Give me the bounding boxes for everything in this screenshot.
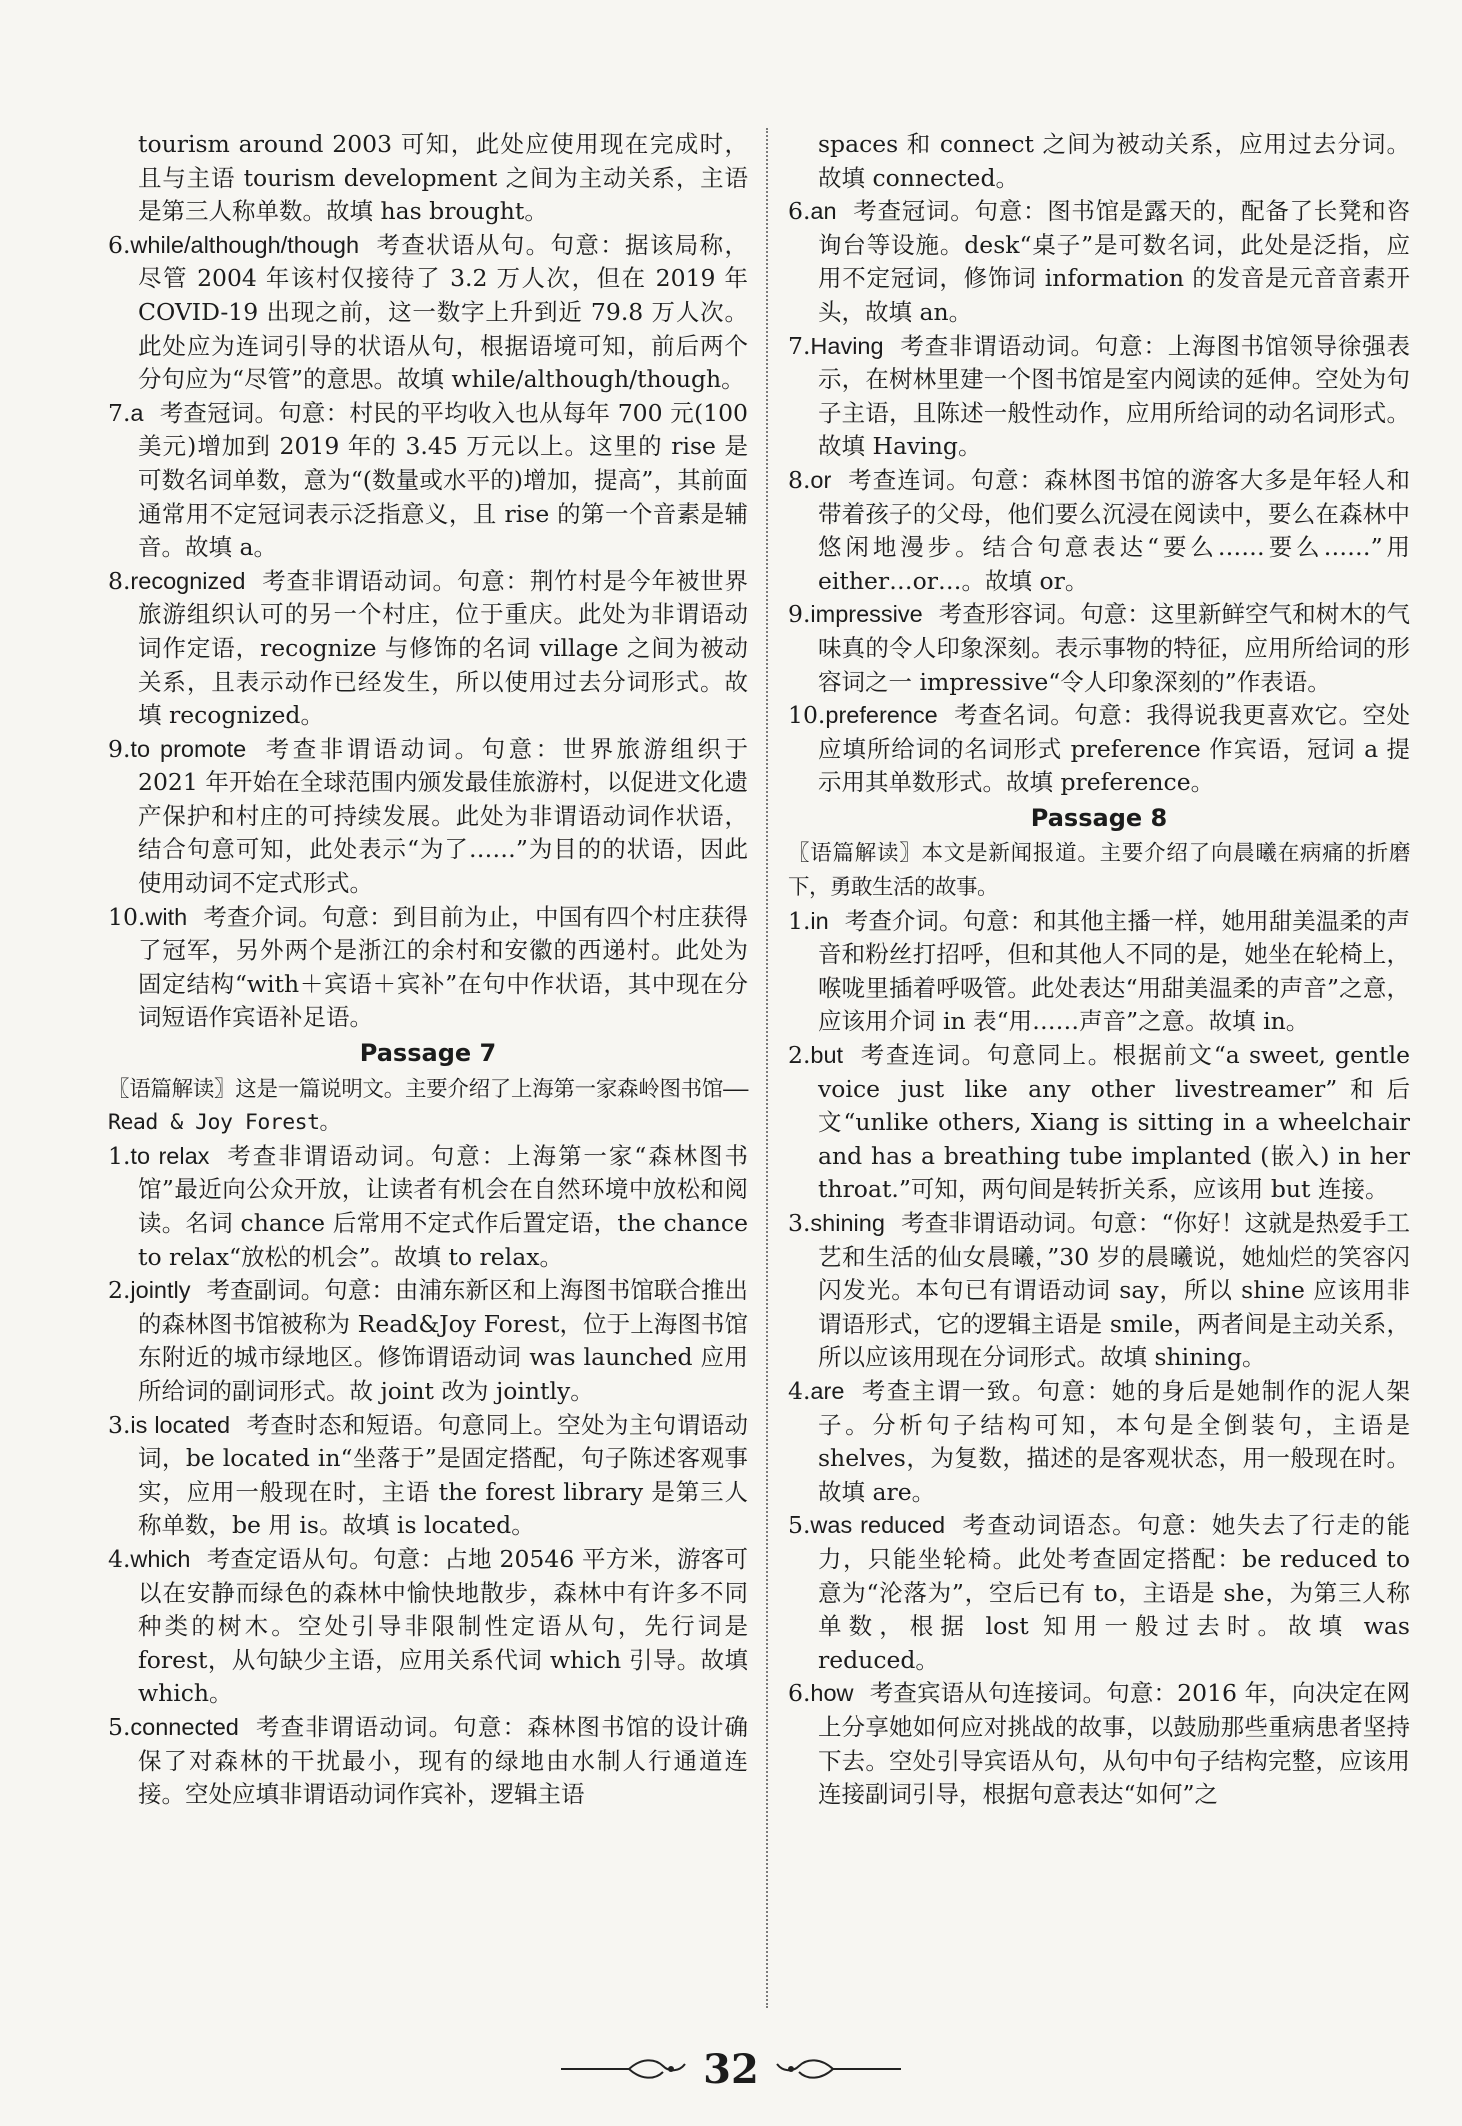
item-answer: impressive [810,601,923,628]
item-explanation: 考查连词。句意：森林图书馆的游客大多是年轻人和带着孩子的父母，他们要么沉浸在阅读中，要么在森林中悠闲地漫步。结合句意表达“要么……要么……”用 either…or…。故填 or。 [818,465,1410,595]
item-explanation: 考查非谓语动词。句意：世界旅游组织于 2021 年开始在全球范围内颁发最佳旅游村，以促进文化遗产保护和村庄的可持续发展。此处为非谓语动词作状语，结合句意可知，此处表示“为了……”为目的的状语，因此使用动词不定式形式。 [138,734,748,898]
item-answer: to promote [130,735,247,762]
item-explanation: 考查副词。句意：由浦东新区和上海图书馆联合推出的森林图书馆被称为 Read&Joy Forest，位于上海图书馆东附近的城市绿地区。修饰谓语动词 was launched 应用所给词的副词形式。故 joint 改为 jointly。 [138,1276,748,1405]
item-answer: but [810,1042,844,1069]
item-answer: are [810,1377,845,1404]
item-answer: preference [825,702,938,729]
right-column [788,128,1410,1812]
item-explanation: 考查冠词。句意：村民的平均收入也从每年 700 元(100 美元)增加到 2019 年的 3.45 万元以上。这里的 rise 是可数名词单数，意为“(数量或水平的)增加，提高”，其前面通常用不定冠词表示泛指意义，且 rise 的第一个音素是辅音。故填 a。 [138,398,748,562]
left-column [108,128,748,1812]
item-explanation: 考查宾语从句连接词。句意：2016 年，向决定在网上分享她如何应对挑战的故事，以鼓励那些重病患者坚持下去。空处引导宾语从句，从句中句子结构完整，应该用连接副词引导，根据句意表达“如何”之 [818,1679,1410,1809]
answer-item [108,565,748,733]
passage8-answer-item [788,1677,1410,1811]
item-answer: with [145,903,188,930]
item-number: 1. [788,906,811,935]
item-explanation: 考查时态和短语。句意同上。空处为主句谓语动词，be located in“坐落于”是固定搭配，句子陈述客观事实，应用一般现在时，主语 the forest library 是第三人称单数，be 用 is。故填 is located。 [138,1410,749,1540]
item-explanation: 考查非谓语动词。句意：“你好！这就是热爱手工艺和生活的仙女晨曦，”30 岁的晨曦说，她灿烂的笑容闪闪发光。本句已有谓语动词 say，所以 shine 应该用非谓语形式，它的逻辑主语是 smile，两者间是主动关系，所以应该用现在分词形式。故填 shining。 [818,1209,1410,1372]
answer-item [788,598,1410,699]
passage-7-heading: Passage 7 [359,1039,497,1068]
item-explanation: 考查动词语态。句意：她失去了行走的能力，只能坐轮椅。此处考查固定搭配：be reduced to 意为“沦落为”，空后已有 to，主语是 she，为第三人称单数，根据 lost 知用一般过去时。故填 was reduced。 [818,1511,1410,1674]
continuation-text: tourism around 2003 可知，此处应使用现在完成时，且与主语 tourism development 之间为主动关系，主语是第三人称单数。故填 has brought。 [138,130,748,226]
item-number: 5. [788,1511,811,1540]
answer-item [108,901,748,1035]
passage8-answer-item [788,1039,1410,1207]
passage7-answer-item [108,1274,748,1408]
item-number: 7. [788,331,811,360]
item-number: 6. [788,197,811,226]
page-footer [0,2044,1462,2094]
passage-8-intro: 〖语篇解读〗本文是新闻报道。主要介绍了向晨曦在病痛的折磨下，勇敢生活的故事。 [788,841,1410,901]
item-number: 4. [108,1544,131,1573]
answer-item [108,397,748,565]
item-explanation: 考查定语从句。句意：占地 20546 平方米，游客可以在安静而绿色的森林中愉快地散步，森林中有许多不同种类的树木。空处引导非限制性定语从句，先行词是 forest，从句缺少主语，应用关系代词 which 引导。故填 which。 [138,1544,748,1708]
item-explanation: 考查非谓语动词。句意：荆竹村是今年被世界旅游组织认可的另一个村庄，位于重庆。此处为非谓语动词作定语，recognize 与修饰的名词 village 之间为被动关系，且表示动作已经发生，所以使用过去分词形式。故填 recognized。 [138,566,748,730]
passage7-answer-item [108,1711,748,1812]
item-explanation: 考查介词。句意：到目前为止，中国有四个村庄获得了冠军，另外两个是浙江的余村和安徽的西递村。此处为固定结构“with＋宾语＋宾补”在句中作状语，其中现在分词短语作宾语补足语。 [138,902,748,1032]
item-answer: Having [810,332,884,359]
answer-item [788,330,1410,464]
passage7-answer-item [108,1543,748,1711]
item-answer: while/although/though [130,231,360,258]
continuation-text-right: spaces 和 connect 之间为被动关系，应用过去分词。故填 connected。 [818,130,1410,192]
item-answer: jointly [130,1277,191,1304]
item-number: 1. [108,1141,131,1170]
item-explanation: 考查连词。句意同上。根据前文“a sweet, gentle voice just like any other livestreamer”和后文“unlike others, Xiang is sitting in a wheelchair and has a breathing tube implanted (嵌入) in her throat.”可知，两句间是转折关系，应该用 but 连接。 [818,1041,1410,1204]
item-answer: or [810,466,832,493]
item-explanation: 考查名词。句意：我得说我更喜欢它。空处应填所给词的名词形式 preference 作宾语，冠词 a 提示用其单数形式。故填 preference。 [818,701,1410,797]
page-number: 32 [703,2045,759,2093]
item-number: 3. [788,1209,811,1237]
item-answer: which [130,1545,191,1572]
passage8-answer-item [788,1375,1410,1509]
item-answer: to relax [130,1142,210,1169]
left-ornament-icon [559,2056,689,2082]
item-number: 9. [788,600,811,629]
item-number: 2. [788,1041,811,1070]
item-answer: how [810,1680,854,1707]
item-answer: an [810,198,837,225]
item-number: 2. [108,1276,131,1305]
answer-item [108,733,748,901]
passage7-answer-item [108,1140,748,1274]
answer-item [108,229,748,397]
item-explanation: 考查主谓一致。句意：她的身后是她制作的泥人架子。分析句子结构可知，本句是全倒装句，主语是 shelves，为复数，描述的是客观状态，用一般现在时。故填 are。 [818,1376,1410,1506]
item-number: 9. [108,734,131,763]
answer-item [788,699,1410,800]
item-number: 6. [788,1679,811,1708]
item-number: 6. [108,230,131,259]
answer-item [788,464,1410,598]
column-divider [766,128,768,2008]
passage8-answer-item [788,1509,1410,1677]
passage7-answer-item [108,1409,748,1543]
item-answer: connected [130,1713,239,1740]
item-explanation: 考查状语从句。句意：据该局称，尽管 2004 年该村仅接待了 3.2 万人次，但在 2019 年 COVID-19 出现之前，这一数字上升到近 79.8 万人次。此处应为连词引导的状语从句，根据语境可知，前后两个分句应为“尽管”的意思。故填 while/although/though。 [138,230,748,394]
passage-8-heading: Passage 8 [1030,803,1168,832]
item-answer: recognized [130,567,246,594]
item-number: 5. [108,1712,131,1741]
answer-item [788,195,1410,329]
item-explanation: 考查非谓语动词。句意：上海图书馆领导徐强表示，在树林里建一个图书馆是室内阅读的延伸。空处为句子主语，且陈述一般性动作，应用所给词的动名词形式。故填 Having。 [818,331,1410,461]
passage8-answer-item [788,905,1410,1039]
item-number: 10. [108,902,146,931]
passage8-answer-item [788,1207,1410,1375]
item-explanation: 考查非谓语动词。句意：上海第一家“森林图书馆”最近向公众开放，让读者有机会在自然环境中放松和阅读。名词 chance 后常用不定式作后置定语，the chance to relax“放松的机会”。故填 to relax。 [138,1141,748,1271]
item-number: 4. [788,1376,811,1405]
item-explanation: 考查介词。句意：和其他主播一样，她用甜美温柔的声音和粉丝打招呼，但和其他人不同的是，她坐在轮椅上，喉咙里插着呼吸管。此处表达“用甜美温柔的声音”之意，应该用介词 in 表“用……声音”之意。故填 in。 [818,906,1410,1036]
item-number: 8. [108,566,131,595]
item-answer: was reduced [810,1512,946,1539]
item-number: 7. [108,398,131,427]
right-ornament-icon [773,2056,903,2082]
item-answer: shining [810,1210,885,1236]
item-answer: in [810,907,829,934]
item-answer: is located [130,1411,231,1438]
item-explanation: 考查形容词。句意：这里新鲜空气和树木的气味真的令人印象深刻。表示事物的特征，应用所给词的形容词之一 impressive“令人印象深刻的”作表语。 [818,600,1410,696]
item-number: 8. [788,465,811,494]
passage-7-intro: 〖语篇解读〗这是一篇说明文。主要介绍了上海第一家森岭图书馆——Read & Joy Forest。 [108,1076,748,1136]
item-explanation: 考查冠词。句意：图书馆是露天的，配备了长凳和咨询台等设施。desk“桌子”是可数名词，此处是泛指，应用不定冠词，修饰词 information 的发音是元音音素开头，故填 an。 [818,197,1410,326]
item-number: 10. [788,701,826,730]
item-number: 3. [108,1410,131,1439]
item-explanation: 考查非谓语动词。句意：森林图书馆的设计确保了对森林的干扰最小，现有的绿地由水制人行通道连接。空处应填非谓语动词作宾补，逻辑主语 [138,1712,748,1809]
item-answer: a [130,399,144,426]
